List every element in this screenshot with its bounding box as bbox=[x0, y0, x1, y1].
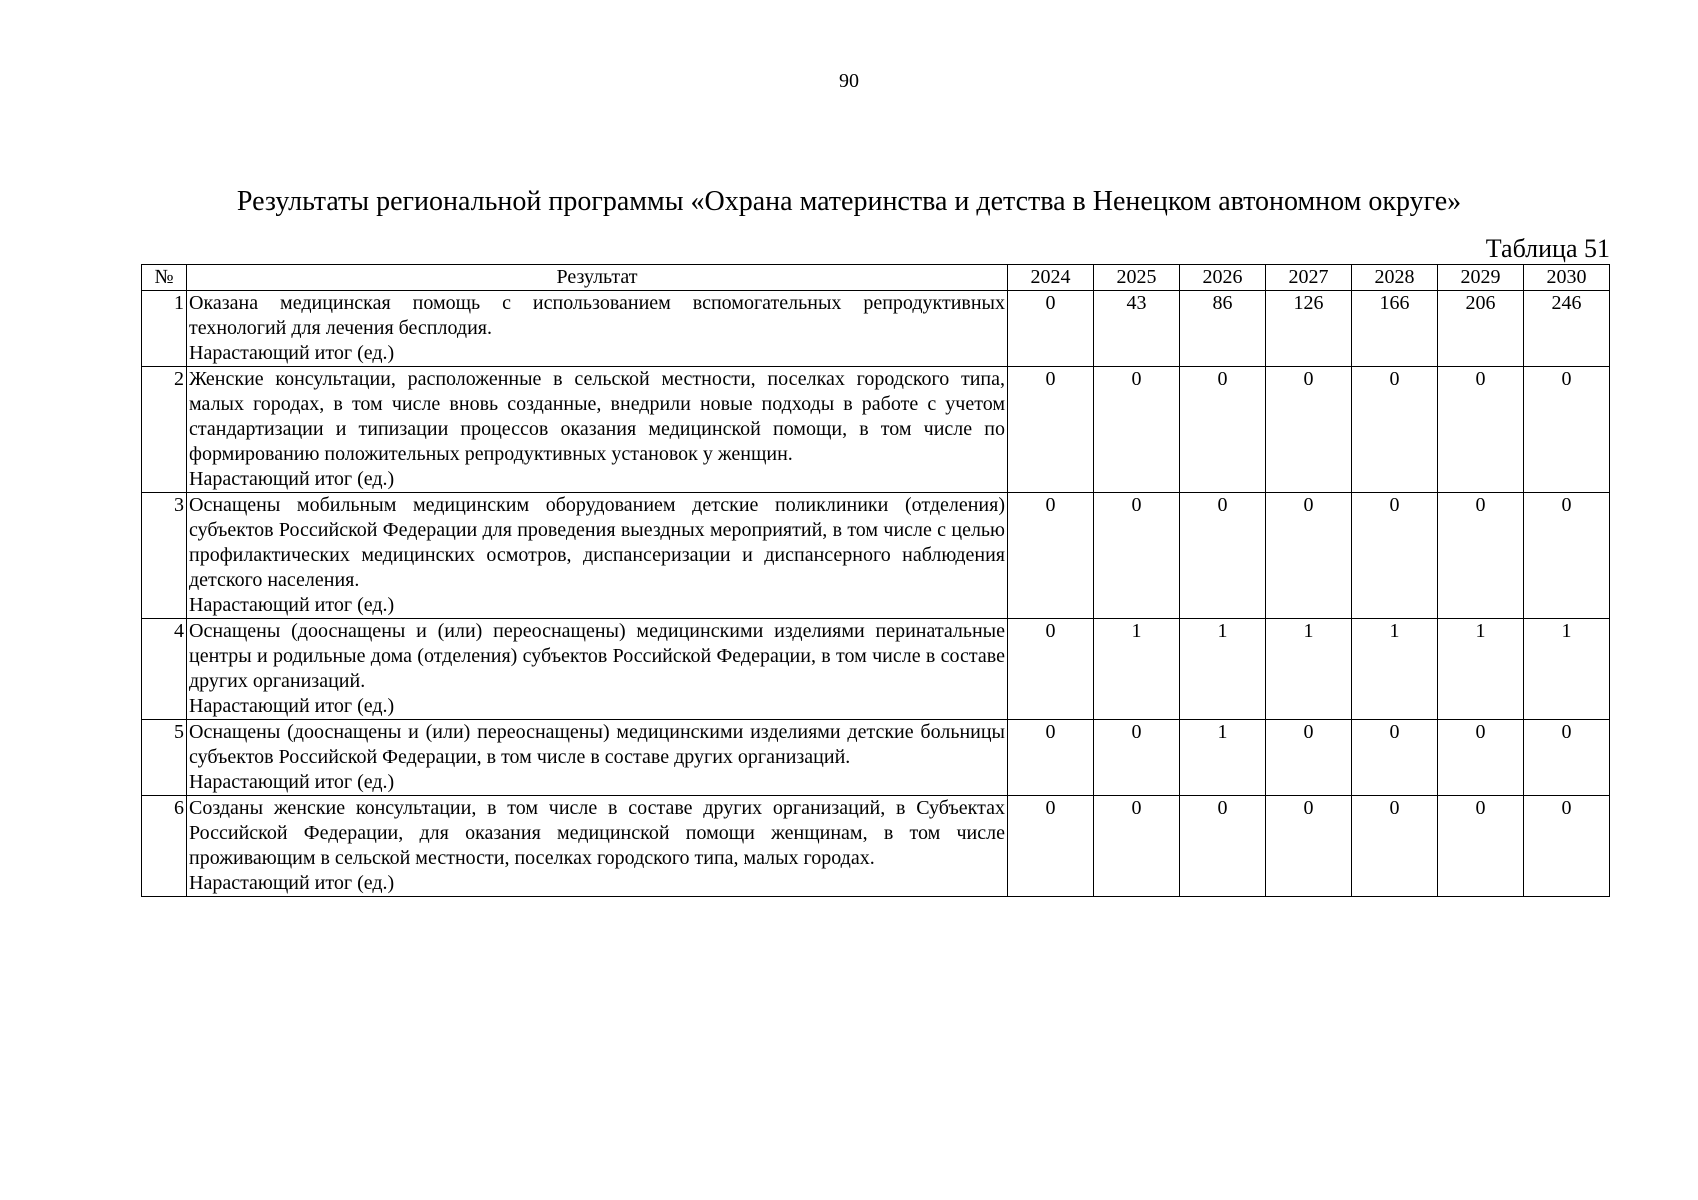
value-2026: 1 bbox=[1180, 619, 1266, 720]
row-result bbox=[187, 291, 1008, 367]
value-2030: 0 bbox=[1524, 796, 1610, 897]
value-2029: 0 bbox=[1438, 796, 1524, 897]
row-result bbox=[187, 720, 1008, 796]
header-year-2027: 2027 bbox=[1266, 265, 1352, 291]
row-number: 6 bbox=[142, 796, 187, 897]
value-2025: 0 bbox=[1094, 367, 1180, 493]
value-2028: 0 bbox=[1352, 720, 1438, 796]
header-year-2024: 2024 bbox=[1008, 265, 1094, 291]
result-description: Оснащены мобильным медицинским оборудованием детские поликлиники (отделения) субъектов Российской Федерации для проведения выездных мероприятий, в том числе с целью профилактических медицинских осмотров, диспансеризации и диспансерного наблюдения детского населения. bbox=[189, 494, 1005, 591]
header-num: № bbox=[142, 265, 187, 291]
value-2030: 0 bbox=[1524, 367, 1610, 493]
value-2025: 43 bbox=[1094, 291, 1180, 367]
header-year-2028: 2028 bbox=[1352, 265, 1438, 291]
value-2028: 0 bbox=[1352, 493, 1438, 619]
value-2026: 1 bbox=[1180, 720, 1266, 796]
table-header-row bbox=[142, 265, 1610, 291]
row-number: 5 bbox=[142, 720, 187, 796]
value-2027: 0 bbox=[1266, 796, 1352, 897]
result-total-label: Нарастающий итог (ед.) bbox=[189, 468, 395, 490]
table-row bbox=[142, 796, 1610, 897]
value-2029: 206 bbox=[1438, 291, 1524, 367]
value-2028: 0 bbox=[1352, 367, 1438, 493]
result-description: Оказана медицинская помощь с использованием вспомогательных репродуктивных технологий для лечения бесплодия. bbox=[189, 292, 1005, 339]
value-2025: 0 bbox=[1094, 720, 1180, 796]
row-number: 2 bbox=[142, 367, 187, 493]
result-total-label: Нарастающий итог (ед.) bbox=[189, 771, 395, 793]
value-2028: 166 bbox=[1352, 291, 1438, 367]
value-2025: 0 bbox=[1094, 796, 1180, 897]
row-result bbox=[187, 796, 1008, 897]
table-row bbox=[142, 291, 1610, 367]
value-2030: 0 bbox=[1524, 720, 1610, 796]
result-total-label: Нарастающий итог (ед.) bbox=[189, 872, 395, 894]
page-number: 90 bbox=[839, 70, 859, 92]
value-2024: 0 bbox=[1008, 367, 1094, 493]
result-description: Оснащены (дооснащены и (или) переоснащены) медицинскими изделиями детские больницы субъектов Российской Федерации, в том числе в составе других организаций. bbox=[189, 721, 1005, 768]
value-2026: 0 bbox=[1180, 796, 1266, 897]
value-2030: 0 bbox=[1524, 493, 1610, 619]
row-result bbox=[187, 367, 1008, 493]
value-2024: 0 bbox=[1008, 720, 1094, 796]
result-description: Оснащены (дооснащены и (или) переоснащены) медицинскими изделиями перинатальные центры и родильные дома (отделения) субъектов Российской Федерации, в том числе в составе других организаций. bbox=[189, 620, 1005, 692]
value-2026: 0 bbox=[1180, 367, 1266, 493]
value-2029: 0 bbox=[1438, 720, 1524, 796]
value-2024: 0 bbox=[1008, 493, 1094, 619]
header-year-2026: 2026 bbox=[1180, 265, 1266, 291]
row-result bbox=[187, 493, 1008, 619]
value-2024: 0 bbox=[1008, 796, 1094, 897]
header-year-2030: 2030 bbox=[1524, 265, 1610, 291]
table-row bbox=[142, 493, 1610, 619]
value-2024: 0 bbox=[1008, 291, 1094, 367]
table-row bbox=[142, 367, 1610, 493]
value-2026: 86 bbox=[1180, 291, 1266, 367]
header-year-2029: 2029 bbox=[1438, 265, 1524, 291]
value-2030: 1 bbox=[1524, 619, 1610, 720]
table-row bbox=[142, 720, 1610, 796]
value-2029: 1 bbox=[1438, 619, 1524, 720]
table-label: Таблица 51 bbox=[1485, 234, 1610, 263]
result-total-label: Нарастающий итог (ед.) bbox=[189, 594, 395, 616]
row-result bbox=[187, 619, 1008, 720]
value-2029: 0 bbox=[1438, 493, 1524, 619]
result-total-label: Нарастающий итог (ед.) bbox=[189, 342, 395, 364]
result-total-label: Нарастающий итог (ед.) bbox=[189, 695, 395, 717]
results-table bbox=[141, 264, 1610, 897]
value-2027: 1 bbox=[1266, 619, 1352, 720]
result-description: Созданы женские консультации, в том числе в составе других организаций, в Субъектах Российской Федерации, для оказания медицинской помощи женщинам, в том числе проживающим в сельской местности, поселках городского типа, малых городах. bbox=[189, 797, 1005, 869]
row-number: 4 bbox=[142, 619, 187, 720]
value-2024: 0 bbox=[1008, 619, 1094, 720]
result-description: Женские консультации, расположенные в сельской местности, поселках городского типа, малых городах, в том числе вновь созданные, внедрили новые подходы в работе с учетом стандартизации и типизации процессов оказания медицинской помощи, в том числе по формированию положительных репродуктивных установок у женщин. bbox=[189, 368, 1005, 465]
value-2026: 0 bbox=[1180, 493, 1266, 619]
value-2025: 0 bbox=[1094, 493, 1180, 619]
header-result: Результат bbox=[187, 265, 1008, 291]
value-2028: 0 bbox=[1352, 796, 1438, 897]
value-2027: 126 bbox=[1266, 291, 1352, 367]
table-row bbox=[142, 619, 1610, 720]
value-2030: 246 bbox=[1524, 291, 1610, 367]
row-number: 1 bbox=[142, 291, 187, 367]
value-2027: 0 bbox=[1266, 493, 1352, 619]
value-2027: 0 bbox=[1266, 720, 1352, 796]
value-2029: 0 bbox=[1438, 367, 1524, 493]
value-2028: 1 bbox=[1352, 619, 1438, 720]
value-2025: 1 bbox=[1094, 619, 1180, 720]
row-number: 3 bbox=[142, 493, 187, 619]
value-2027: 0 bbox=[1266, 367, 1352, 493]
header-year-2025: 2025 bbox=[1094, 265, 1180, 291]
document-title: Результаты региональной программы «Охрана материнства и детства в Ненецком автономном округе» bbox=[236, 186, 1462, 217]
